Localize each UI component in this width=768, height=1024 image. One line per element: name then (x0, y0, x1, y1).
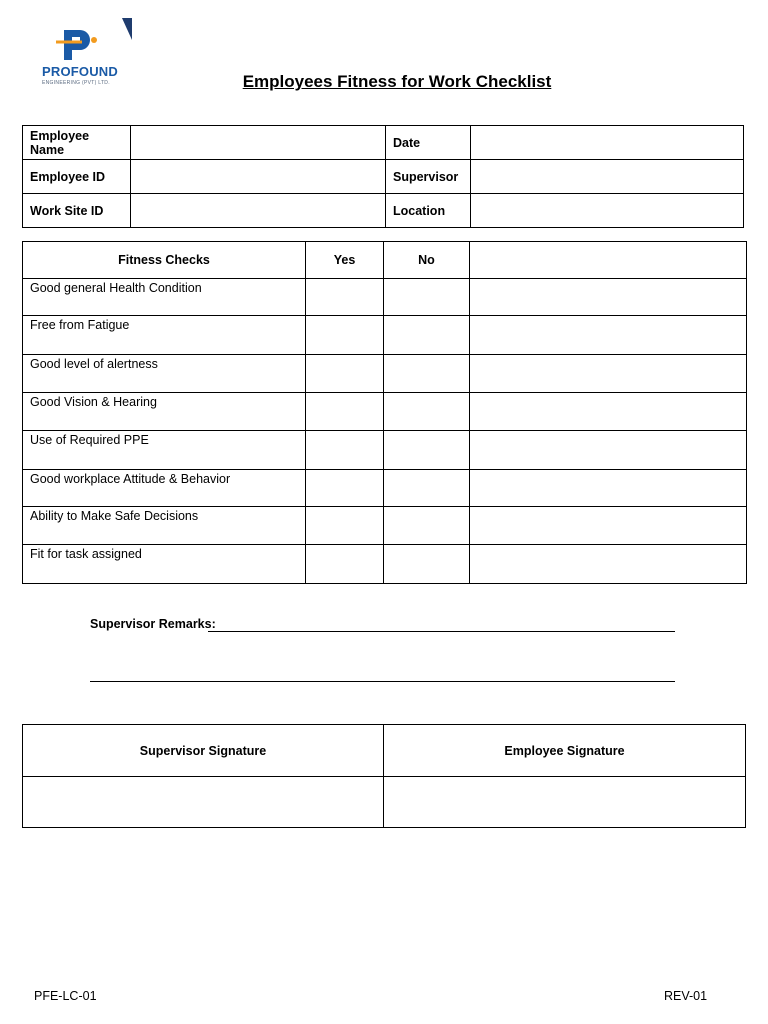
no-cell[interactable] (384, 507, 470, 545)
supervisor-label: Supervisor (386, 160, 471, 194)
table-row (23, 431, 747, 470)
check-item-label: Free from Fatigue (23, 316, 306, 355)
logo-name: PROFOUND (42, 64, 118, 79)
supervisor-field[interactable] (471, 160, 744, 194)
table-row (23, 470, 747, 507)
yes-cell[interactable] (306, 507, 384, 545)
work-site-id-label: Work Site ID (23, 194, 131, 228)
yes-cell[interactable] (306, 470, 384, 507)
yes-cell[interactable] (306, 316, 384, 355)
table-row (23, 316, 747, 355)
work-site-id-field[interactable] (131, 194, 386, 228)
employee-name-label: Employee Name (23, 126, 131, 160)
yes-cell[interactable] (306, 393, 384, 431)
check-item-label: Good Vision & Hearing (23, 393, 306, 431)
employee-name-field[interactable] (131, 126, 386, 160)
supervisor-remarks (90, 617, 216, 631)
page-title: Employees Fitness for Work Checklist (242, 72, 552, 91)
notes-cell[interactable] (470, 279, 747, 316)
check-item-label: Fit for task assigned (23, 545, 306, 584)
notes-cell[interactable] (470, 431, 747, 470)
remarks-line-1[interactable] (208, 631, 675, 632)
table-row (23, 777, 746, 828)
yes-cell[interactable] (306, 279, 384, 316)
table-row (23, 545, 747, 584)
yes-cell[interactable] (306, 545, 384, 584)
column-header-fitness-checks: Fitness Checks (23, 242, 306, 279)
check-item-label: Use of Required PPE (23, 431, 306, 470)
employee-id-field[interactable] (131, 160, 386, 194)
no-cell[interactable] (384, 431, 470, 470)
employee-signature-label: Employee Signature (384, 725, 746, 777)
employee-info-table (22, 125, 744, 228)
revision-number: REV-01 (664, 989, 708, 1003)
no-cell[interactable] (384, 279, 470, 316)
notes-cell[interactable] (470, 355, 747, 393)
table-row (23, 126, 744, 160)
check-item-label: Good level of alertness (23, 355, 306, 393)
table-row (23, 393, 747, 431)
column-header-notes (470, 242, 747, 279)
notes-cell[interactable] (470, 470, 747, 507)
employee-signature-field[interactable] (384, 777, 746, 828)
notes-cell[interactable] (470, 316, 747, 355)
no-cell[interactable] (384, 393, 470, 431)
table-row (23, 194, 744, 228)
date-field[interactable] (471, 126, 744, 160)
supervisor-remarks-label: Supervisor Remarks: (90, 617, 216, 631)
column-header-no: No (384, 242, 470, 279)
yes-cell[interactable] (306, 355, 384, 393)
check-item-label: Good general Health Condition (23, 279, 306, 316)
notes-cell[interactable] (470, 507, 747, 545)
no-cell[interactable] (384, 545, 470, 584)
table-header-row (23, 242, 747, 279)
document-code: PFE-LC-01 (34, 989, 97, 1003)
location-field[interactable] (471, 194, 744, 228)
notes-cell[interactable] (470, 545, 747, 584)
column-header-yes: Yes (306, 242, 384, 279)
check-item-label: Ability to Make Safe Decisions (23, 507, 306, 545)
table-row (23, 279, 747, 316)
no-cell[interactable] (384, 316, 470, 355)
table-header-row (23, 725, 746, 777)
location-label: Location (386, 194, 471, 228)
check-item-label: Good workplace Attitude & Behavior (23, 470, 306, 507)
notes-cell[interactable] (470, 393, 747, 431)
signatures-table (22, 724, 746, 828)
table-row (23, 160, 744, 194)
yes-cell[interactable] (306, 431, 384, 470)
date-label: Date (386, 126, 471, 160)
employee-id-label: Employee ID (23, 160, 131, 194)
no-cell[interactable] (384, 470, 470, 507)
table-row (23, 355, 747, 393)
table-row (23, 507, 747, 545)
remarks-line-2[interactable] (90, 681, 675, 682)
no-cell[interactable] (384, 355, 470, 393)
supervisor-signature-label: Supervisor Signature (23, 725, 384, 777)
fitness-checks-table (22, 241, 747, 584)
logo-subtitle: ENGINEERING (PVT) LTD. (42, 80, 110, 86)
supervisor-signature-field[interactable] (23, 777, 384, 828)
